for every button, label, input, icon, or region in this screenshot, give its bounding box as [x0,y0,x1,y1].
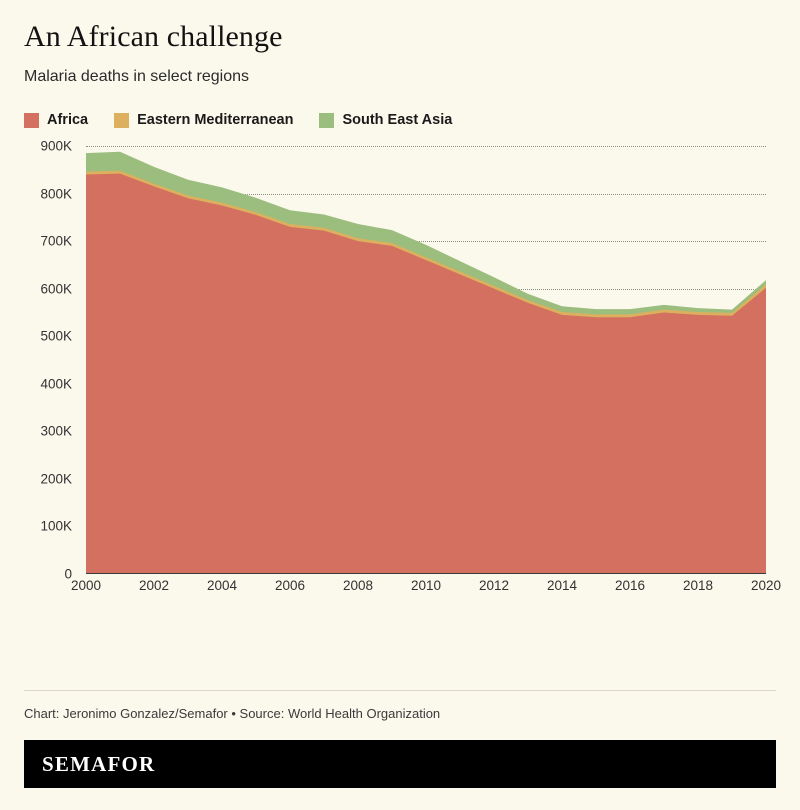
legend-item-africa [24,112,88,128]
y-axis-tick-label: 500K [40,328,72,344]
x-axis-tick-label: 2006 [274,578,306,593]
page-title: An African challenge [24,20,283,53]
x-axis-tick-label: 2014 [546,578,578,593]
chart-credit: Chart: Jeronimo Gonzalez/Semafor • Source: World Health Organization [24,706,441,721]
y-axis-tick-label: 400K [40,376,72,392]
x-axis-tick-label: 2004 [206,578,238,593]
x-axis [70,578,782,602]
legend-swatch-icon [114,113,129,128]
legend-item-label: South East Asia [342,112,453,128]
brand-bar [24,740,776,788]
x-axis-tick-label: 2002 [138,578,170,593]
y-axis-tick-label: 700K [40,233,72,249]
y-axis-tick-label: 0 [64,566,72,582]
y-axis-tick-label: 800K [40,186,72,202]
area-series-africa [86,174,766,574]
x-axis-tick-label: 2012 [478,578,510,593]
legend-item-label: Africa [47,112,89,128]
x-axis-tick-label: 2018 [682,578,714,593]
x-axis-tick-label: 2020 [750,578,782,593]
y-axis-tick-label: 300K [40,423,72,439]
page-subtitle: Malaria deaths in select regions [24,68,250,85]
x-axis-tick-label: 2016 [614,578,646,593]
x-axis-line [86,573,766,574]
x-axis-tick-label: 2000 [70,578,102,593]
y-axis-tick-label: 200K [40,471,72,487]
x-axis-tick-label: 2008 [342,578,374,593]
y-axis-tick-label: 600K [40,281,72,297]
legend-item-label: Eastern Mediterranean [137,112,294,128]
legend-item-eastern-mediterranean [114,112,293,128]
chart-legend [24,112,776,128]
x-axis-tick-label: 2010 [410,578,442,593]
semafor-logo: SEMAFOR [42,751,156,776]
plot-region [86,146,766,574]
legend-swatch-icon [319,113,334,128]
stacked-area-series [86,146,766,574]
footer-divider [24,690,776,691]
legend-swatch-icon [24,113,39,128]
y-axis-tick-label: 100K [40,518,72,534]
chart-area [24,138,782,608]
y-axis-tick-label: 900K [40,138,72,154]
legend-item-south-east-asia [319,112,452,128]
y-axis [24,138,80,582]
